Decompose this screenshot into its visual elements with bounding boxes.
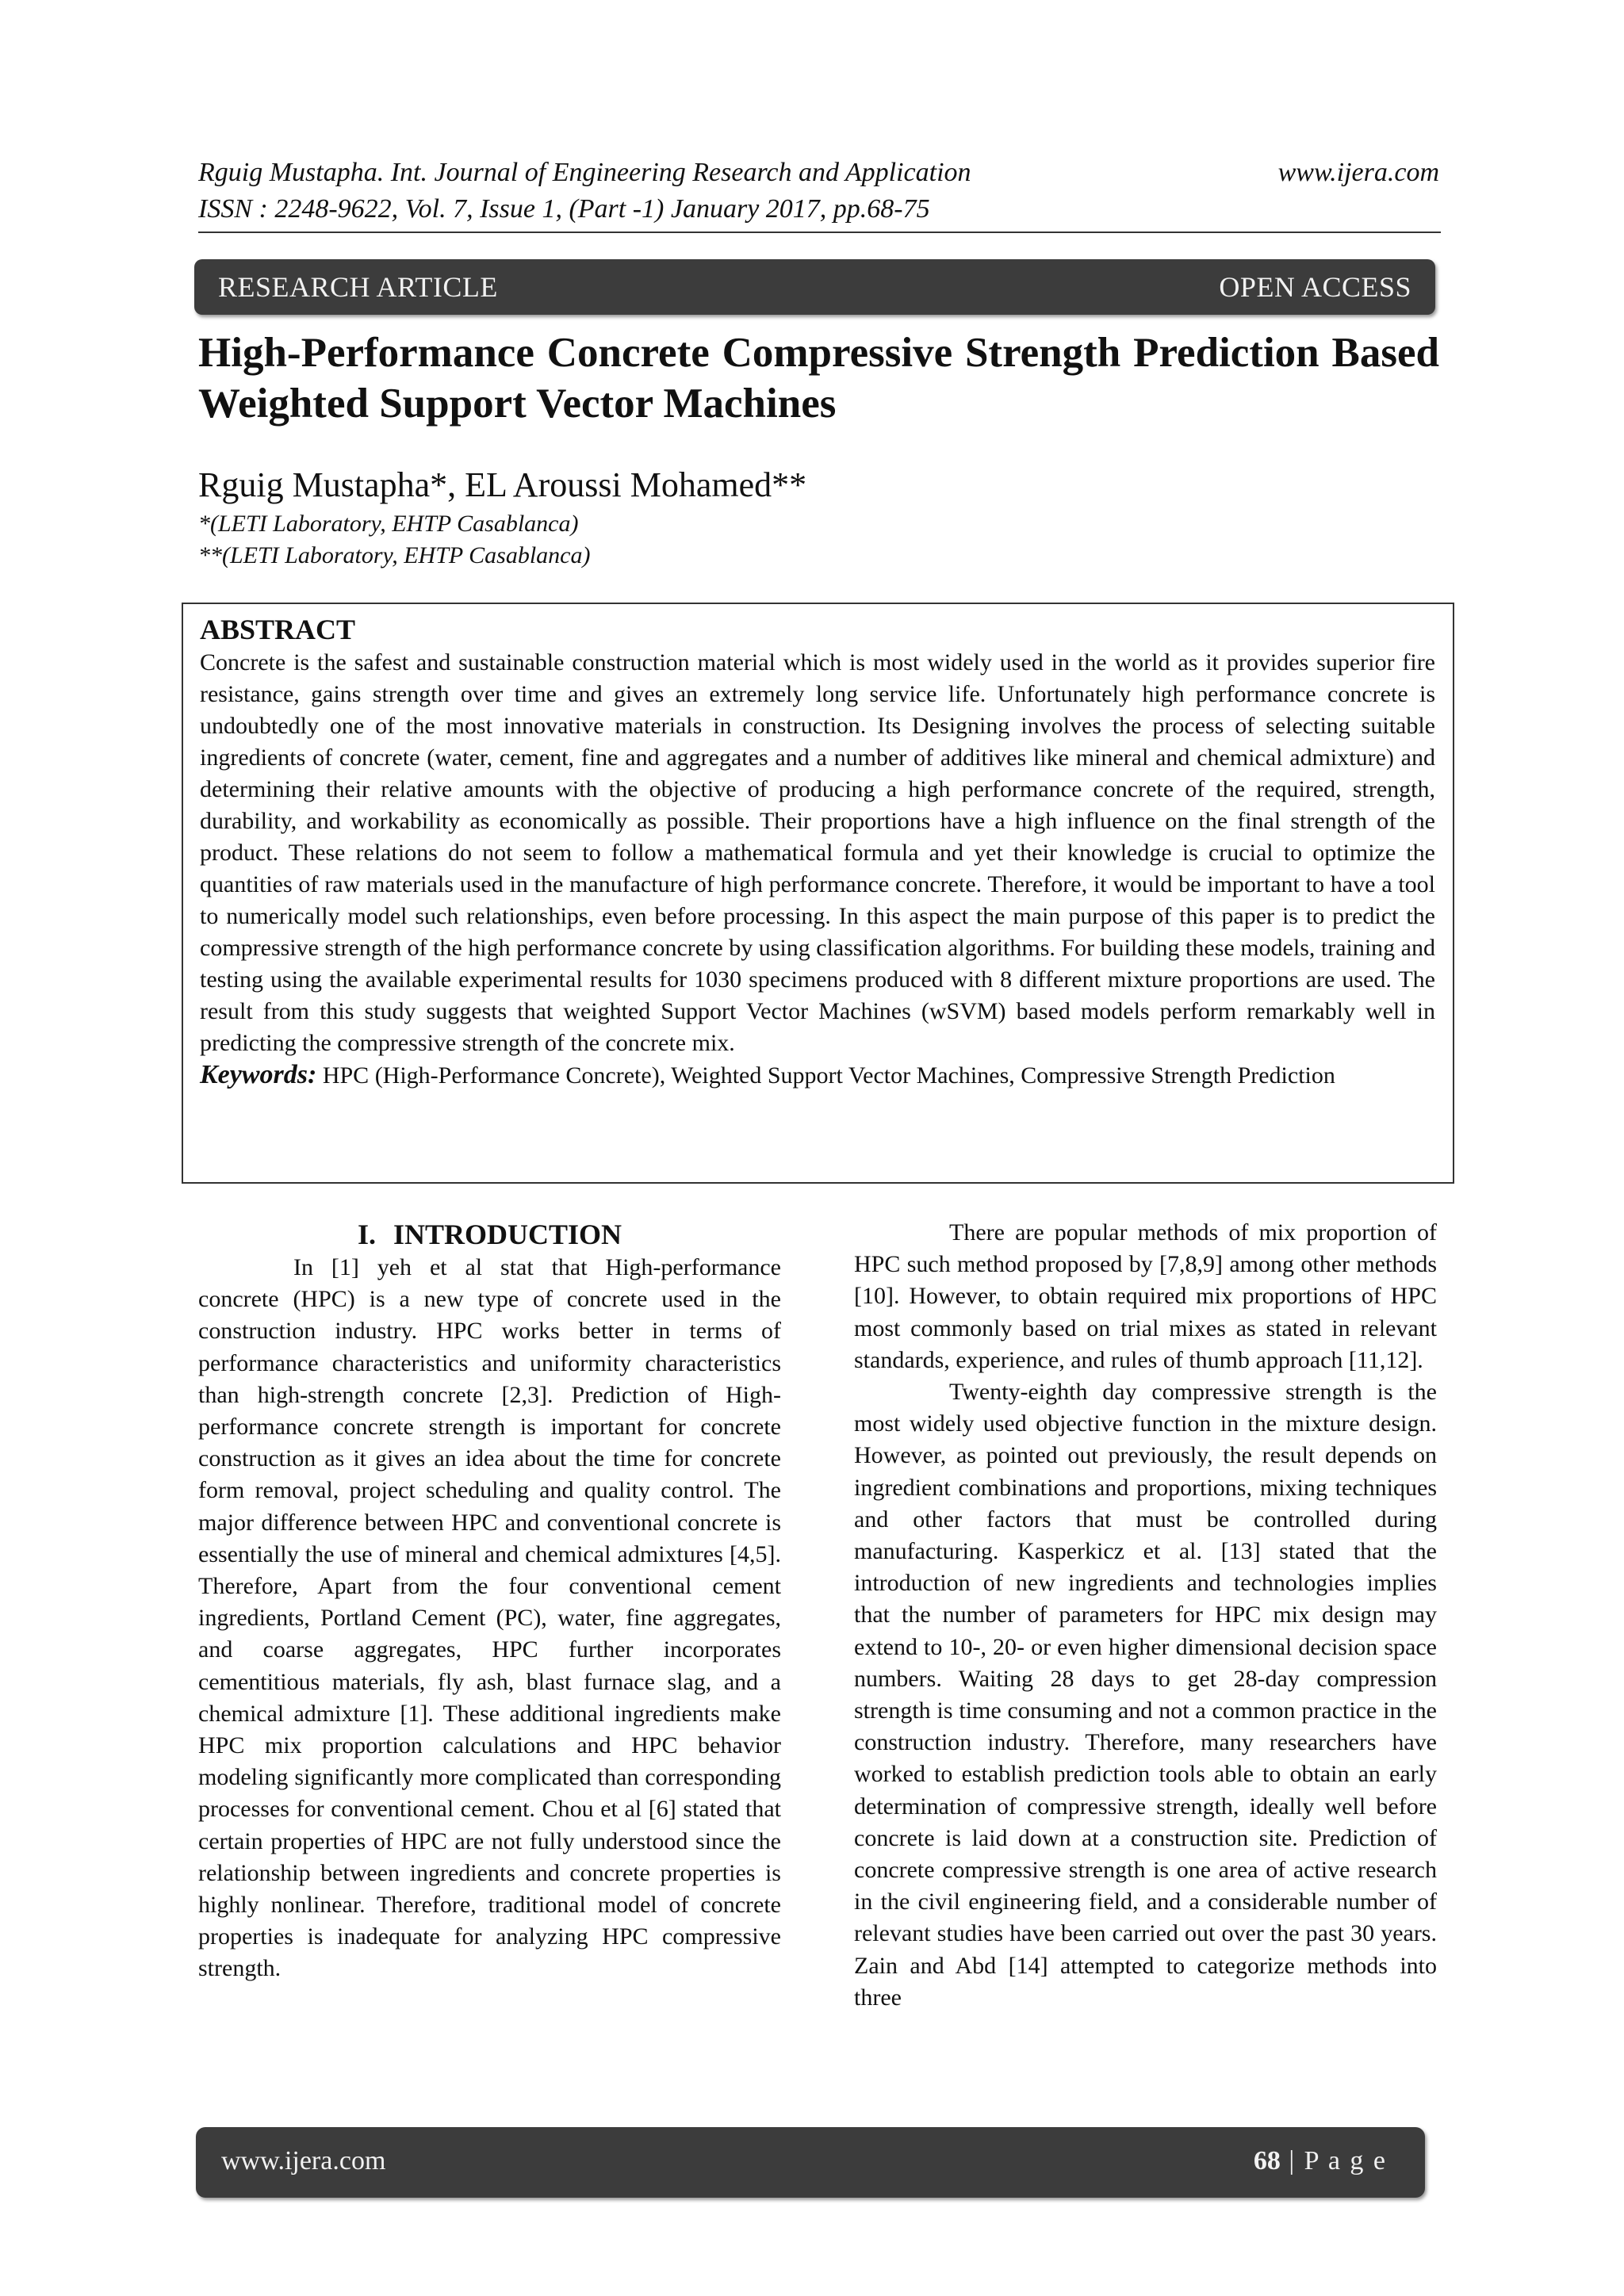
journal-citation: Rguig Mustapha. Int. Journal of Engineering Research and Application [198,158,971,187]
issn-line: ISSN : 2248-9622, Vol. 7, Issue 1, (Part -1) January 2017, pp.68-75 [198,194,930,224]
abstract-text: Concrete is the safest and sustainable construction material which is most widely used in the world as it provides superior fire resistance, gains strength over time and gives an extremely long service life. Unfortunately high performance concrete is undoubtedly one of the most innovative materials in construction. Its Designing involves the process of selecting suitable ingredients of concrete (water, cement, fine and aggregates and a number of additives like mineral and chemical admixture) and determining their relative amounts with the objective of producing a high performance concrete of the required, strength, durability, and workability as economically as possible. Their proportions have a high influence on the final strength of the product. These relations do not seem to follow a mathematical formula and yet their knowledge is crucial to optimize the quantities of raw materials used in the manufacture of high performance concrete. Therefore, it would be important to have a tool to numerically model such relationships, even before processing. In this aspect the main purpose of this paper is to predict the compressive strength of the high performance concrete by using classification algorithms. For building these models, training and testing using the available experimental results for 1030 specimens produced with 8 different mixture proportions are used. The result from this study suggests that weighted Support Vector Machines (wSVM) based models perform remarkably well in predicting the compressive strength of the concrete mix. [200,649,1435,1056]
section-heading-introduction [198,1217,781,1252]
keywords-line [200,1059,1435,1092]
page-footer [196,2127,1425,2198]
intro-paragraph-2: There are popular methods of mix proportion of HPC such method proposed by [7,8,9] among other methods [10]. However, to obtain required mix proportions of HPC most commonly based on trial mixes as stated in relevant standards, experience, and rules of thumb approach [11,12]. [854,1219,1437,1373]
keywords-text: HPC (High-Performance Concrete), Weighted Support Vector Machines, Compressive Strength Prediction [322,1062,1335,1089]
author-list: Rguig Mustapha*, EL Aroussi Mohamed** [198,465,807,504]
abstract-heading: ABSTRACT [200,614,356,645]
keywords-label: Keywords: [200,1060,317,1089]
running-header [198,155,1439,234]
open-access-label: OPEN ACCESS [1219,271,1411,303]
intro-paragraph-1: In [1] yeh et al stat that High-performance concrete (HPC) is a new type of concrete used in the construction industry. HPC works better in terms of performance characteristics and uniformity characteristics than high-strength concrete [2,3]. Prediction of High-performance concrete strength is important for concrete construction as it gives an idea about the time for concrete form removal, project scheduling and quality control. The major difference between HPC and conventional concrete is essentially the use of mineral and chemical admixtures [4,5]. Therefore, Apart from the four conventional cement ingredients, Portland Cement (PC), water, fine aggregates, and coarse aggregates, HPC further incorporates cementitious materials, fly ash, blast furnace slag, and a chemical admixture [1]. These additional ingredients make HPC mix proportion calculations and HPC behavior modeling significantly more complicated than corresponding processes for conventional cement. Chou et al [6] stated that certain properties of HPC are not fully understood since the relationship between ingredients and concrete properties is highly nonlinear. Therefore, traditional model of concrete properties is inadequate for analyzing HPC compressive strength. [198,1254,781,1982]
header-divider [198,232,1441,233]
article-type-banner [194,259,1435,315]
right-column [854,1217,1437,2014]
left-column [198,1217,781,1985]
intro-paragraph-3: Twenty-eighth day compressive strength is the most widely used objective function in the mixture design. However, as pointed out previously, the result depends on ingredient combinations and proportions, mixing techniques and other factors that must be controlled during manufacturing. Kasperkicz et al. [13] stated that the introduction of new ingredients and technologies implies that the number of parameters for HPC mix design may extend to 10-, 20- or even higher dimensional decision space numbers. Waiting 28 days to get 28-day compression strength is time consuming and not a common practice in the construction industry. Therefore, many researchers have worked to establish prediction tools able to obtain an early determination of compressive strength, ideally well before concrete is laid down at a construction site. Prediction of concrete compressive strength is one area of active research in the civil engineering field, and a considerable number of relevant studies have been carried out over the past 30 years. Zain and Abd [14] attempted to categorize methods into three [854,1379,1437,2011]
section-title: INTRODUCTION [393,1219,622,1250]
paper-title: High-Performance Concrete Compressive Strength Prediction Based Weighted Support Vector Machines [198,330,1439,427]
header-website-link[interactable]: www.ijera.com [1277,158,1439,187]
section-number: I. [357,1219,376,1250]
article-type-label: RESEARCH ARTICLE [218,271,498,303]
page-label: | P a g e [1280,2146,1387,2175]
page-indicator [1254,2146,1387,2176]
page-number: 68 [1253,2146,1281,2175]
footer-website-link[interactable]: www.ijera.com [221,2146,386,2175]
affiliation-2: **(LETI Laboratory, EHTP Casablanca) [198,542,591,568]
affiliation-1: *(LETI Laboratory, EHTP Casablanca) [198,511,579,537]
abstract-box [182,603,1454,1184]
